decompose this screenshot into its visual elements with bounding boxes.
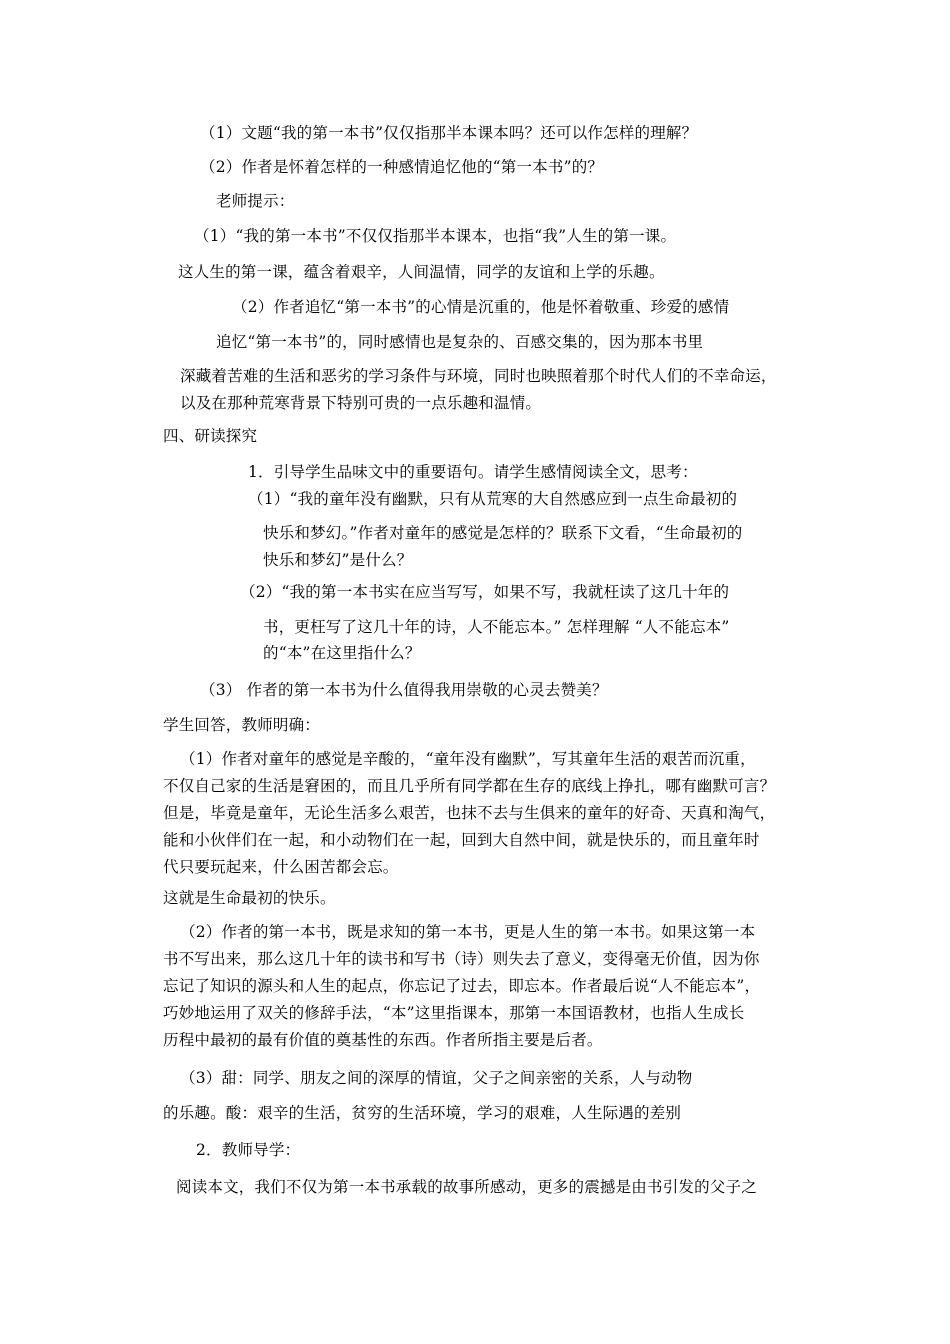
question-1-line: （1）文题“我的第一本书”仅仅指那半本课本吗？还可以作怎样的理解？ [200, 124, 698, 142]
quote-2-line: （2）“我的第一本书实在应当写写，如果不写，我就枉读了这几十年的 [240, 583, 730, 601]
reading-paragraph-line: 阅读本文，我们不仅为第一本书承载的故事所感动，更多的震撼是由书引发的父子之 [176, 1178, 757, 1196]
quote-2-continued-a: 书，更枉写了这几十年的诗，人不能忘本。” 怎样理解 “人不能忘本” [263, 618, 730, 636]
hint-2-continued-a: 追忆“第一本书”的，同时感情也是复杂的、百感交集的，因为那本书里 [216, 333, 704, 351]
answer-1-line-c: 但是，毕竟是童年，无论生活多么艰苦，也抹不去与生俱来的童年的好奇、天真和淘气， [163, 804, 776, 822]
answer-1-line-e: 代只要玩起来，什么困苦都会忘。 [163, 858, 399, 876]
answer-1-line-b: 不仅自己家的生活是窘困的，而且几乎所有同学都在生存的底线上挣扎，哪有幽默可言？ [163, 777, 776, 795]
answer-3-line-a: （3）甜：同学、朋友之间的深厚的情谊，父子之间亲密的关系，人与动物 [180, 1069, 693, 1087]
quote-2-continued-b: 的“本”在这里指什么？ [263, 644, 421, 662]
section-heading-4: 四、研读探究 [163, 427, 258, 445]
guide-item-2: 2．教师导学： [196, 1141, 301, 1159]
answer-1-line-a: （1）作者对童年的感觉是辛酸的，“童年没有幽默”，写其童年生活的艰苦而沉重， [180, 750, 756, 768]
quote-1-continued-a: 快乐和梦幻。”作者对童年的感觉是怎样的？联系下文看，“生命最初的 [263, 524, 743, 542]
answer-2-line-d: 巧妙地运用了双关的修辞手法，“本”这里指课本，那第一本国语教材，也指人生成长 [163, 1004, 745, 1022]
hint-2-continued-b: 深藏着苦难的生活和恶劣的学习条件与环境，同时也映照着那个时代人们的不幸命运， [180, 367, 777, 385]
guide-item-1: 1．引导学生品味文中的重要语句。请学生感情阅读全文，思考： [248, 463, 698, 481]
hint-2-continued-c: 以及在那种荒寒背景下特别可贵的一点乐趣和温情。 [180, 394, 542, 412]
answer-3-line-b: 的乐趣。酸：艰辛的生活，贫穷的生活环境，学习的艰难，人生际遇的差别 [163, 1104, 682, 1122]
hint-1-line: （1）“我的第一本书”不仅仅指那半本课本，也指“我”人生的第一课。 [194, 227, 677, 245]
teacher-hint-heading: 老师提示： [216, 192, 295, 210]
quote-1-line: （1）“我的童年没有幽默，只有从荒寒的大自然感应到一点生命最初的 [248, 490, 738, 508]
answer-1-line-d: 能和小伙伴们在一起，和小动物们在一起，回到大自然中间，就是快乐的，而且童年时 [163, 831, 760, 849]
student-answer-heading: 学生回答，教师明确： [163, 716, 321, 734]
answer-2-line-c: 忘记了知识的源头和人生的起点，你忘记了过去，即忘本。作者最后说“人不能忘本”， [163, 977, 761, 995]
answer-1-conclusion: 这就是生命最初的快乐。 [163, 889, 336, 907]
hint-1-continued: 这人生的第一课，蕴含着艰辛，人间温情，同学的友谊和上学的乐趣。 [178, 263, 665, 281]
quote-1-continued-b: 快乐和梦幻”是什么？ [263, 551, 413, 569]
answer-2-line-a: （2）作者的第一本书，既是求知的第一本书，更是人生的第一本书。如果这第一本 [180, 923, 756, 941]
answer-2-line-e: 历程中最初的最有价值的奠基性的东西。作者所指主要是后者。 [163, 1031, 603, 1049]
question-3-line: （3） 作者的第一本书为什么值得我用崇敬的心灵去赞美？ [200, 681, 608, 699]
answer-2-line-b: 书不写出来，那么这几十年的读书和写书（诗）则失去了意义，变得毫无价值，因为你 [163, 950, 760, 968]
question-2-line: （2）作者是怀着怎样的一种感情追忆他的“第一本书”的？ [200, 158, 604, 176]
hint-2-line: （2）作者追忆“第一本书”的心情是沉重的，他是怀着敬重、珍爱的感情 [232, 298, 730, 316]
